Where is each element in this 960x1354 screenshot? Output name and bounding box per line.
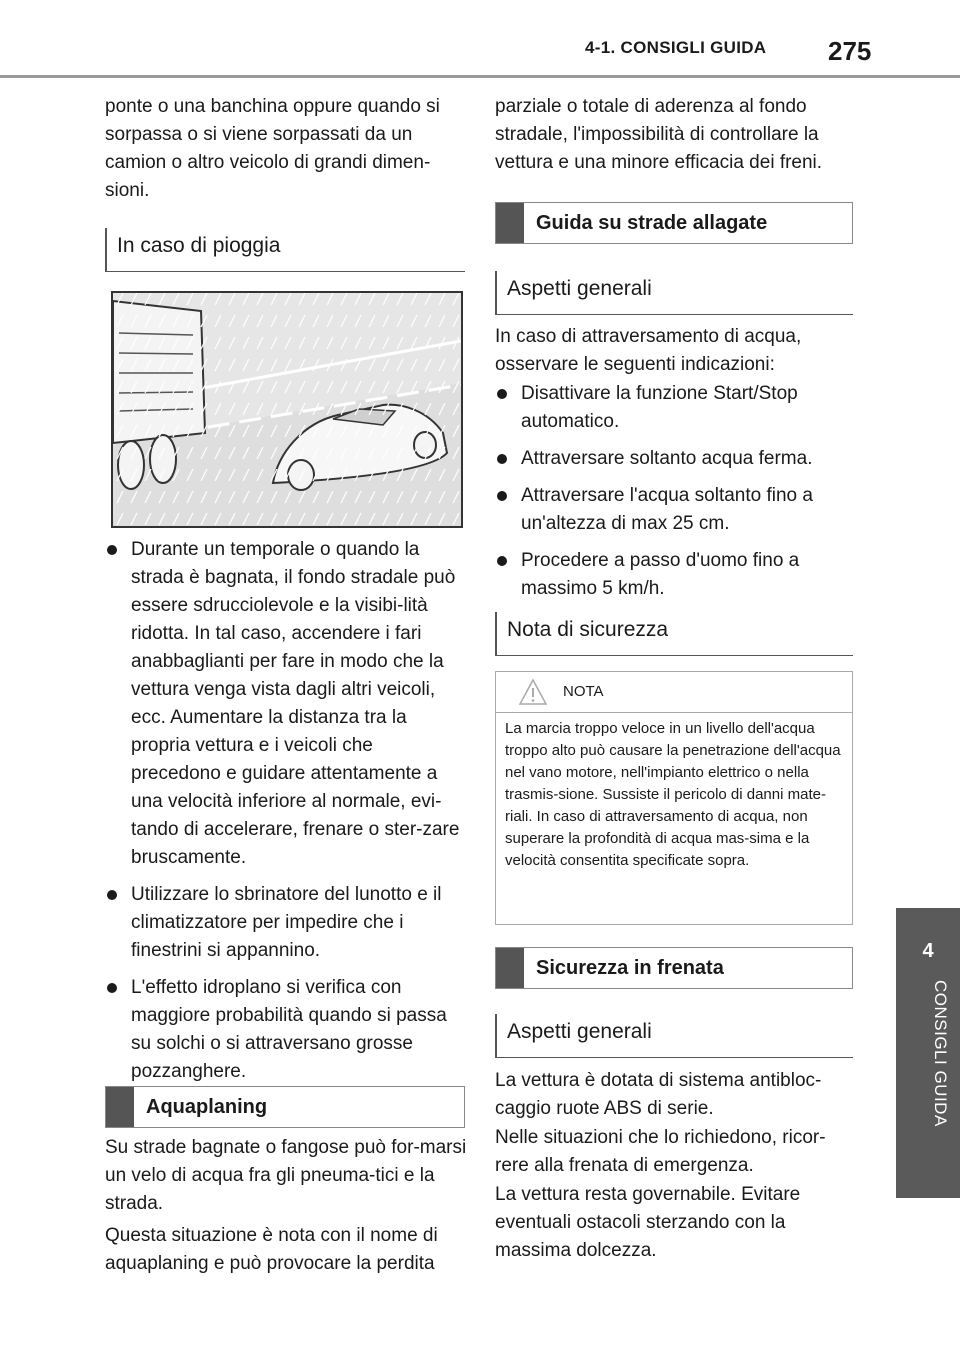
continuation-paragraph: parziale o totale di aderenza al fondo stradale, l'impossibilità di controllare la vettura e una minore efficacia dei freni. bbox=[495, 96, 823, 173]
note-text: La marcia troppo veloce in un livello dell'acqua troppo alto può causare la penetrazione dell'acqua nel vano motore, nell'impianto elettrico o nella trasmis-sione. Sussiste il pericolo di danni mate-riali. In caso di attraversamento di acqua, non superare la profondità di acqua mas-sima e la velocità consentita specificate sopra. bbox=[505, 720, 841, 869]
aquaplaning-paragraph-1: Su strade bagnate o fangose può for-marsi un velo di acqua fra gli pneuma-tici e la strada. bbox=[105, 1137, 467, 1214]
section-title: 4-1. CONSIGLI GUIDA bbox=[585, 38, 767, 57]
list-item: Attraversare soltanto acqua ferma. bbox=[495, 445, 853, 473]
bullet-icon bbox=[497, 454, 507, 464]
safety-heading-text: Nota di sicurezza bbox=[507, 618, 669, 641]
heading-bar bbox=[106, 1087, 134, 1127]
bullet-icon bbox=[107, 983, 117, 993]
note-header bbox=[496, 672, 852, 713]
intro-paragraph: ponte o una banchina oppure quando si sorpassa o si viene sorpassati da un camion o altro veicolo di grandi dimen-sioni. bbox=[105, 96, 440, 201]
brake-paragraph-2: Nelle situazioni che lo richiedono, ricor-rere alla frenata di emergenza. bbox=[495, 1127, 826, 1176]
bullet-icon bbox=[497, 556, 507, 566]
aquaplaning-heading bbox=[105, 1086, 465, 1128]
flood-bullet-list bbox=[495, 380, 853, 612]
general-heading-text: Aspetti generali bbox=[507, 277, 652, 300]
chapter-number: 4 bbox=[922, 940, 934, 962]
heading-bar bbox=[496, 948, 524, 988]
brake-paragraph-1: La vettura è dotata di sistema antibloc-caggio ruote ABS di serie. bbox=[495, 1070, 822, 1119]
list-item: Utilizzare lo sbrinatore del lunotto e il climatizzatore per impedire che i finestrini si appannino. bbox=[105, 881, 467, 965]
general-heading-2-text: Aspetti generali bbox=[507, 1020, 652, 1043]
bullet-icon bbox=[497, 389, 507, 399]
chapter-label: CONSIGLI GUIDA bbox=[931, 980, 950, 1127]
bullet-icon bbox=[107, 545, 117, 555]
header-rule bbox=[0, 75, 960, 78]
flood-heading-text: Guida su strade allagate bbox=[536, 212, 768, 234]
brake-heading-text: Sicurezza in frenata bbox=[536, 957, 724, 979]
heading-bar bbox=[496, 203, 524, 243]
brake-paragraph-3: La vettura resta governabile. Evitare eventuali ostacoli sterzando con la massima dolcezza. bbox=[495, 1184, 801, 1261]
list-item: Attraversare l'acqua soltanto fino a un'altezza di max 25 cm. bbox=[495, 482, 853, 538]
list-item: Durante un temporale o quando la strada è bagnata, il fondo stradale può essere sdrucciolevole e la visibi-lità ridotta. In tal caso, accendere i fari anabbaglianti per fare in modo che la vettura venga vista dagli altri veicoli, ecc. Aumentare la distanza tra la propria vettura e i veicoli che precedono e guidare attentamente a una velocità inferiore al normale, evi-tando di accelerare, frenare o ster-zare bruscamente. bbox=[105, 536, 467, 872]
general-heading bbox=[495, 271, 853, 315]
rain-heading-text: In caso di pioggia bbox=[117, 234, 281, 257]
warning-triangle-icon bbox=[518, 678, 548, 706]
note-box bbox=[495, 671, 853, 925]
aquaplaning-paragraph-2: Questa situazione è nota con il nome di aquaplaning e può provocare la perdita bbox=[105, 1225, 438, 1274]
flood-intro: In caso di attraversamento di acqua, osservare le seguenti indicazioni: bbox=[495, 326, 802, 375]
rain-heading bbox=[105, 228, 465, 272]
bullet-icon bbox=[107, 890, 117, 900]
aquaplaning-heading-text: Aquaplaning bbox=[146, 1096, 268, 1118]
list-item: L'effetto idroplano si verifica con maggiore probabilità quando si passa su solchi o si attraversano grosse pozzanghere. bbox=[105, 974, 467, 1086]
list-item: Disattivare la funzione Start/Stop automatico. bbox=[495, 380, 853, 436]
rain-illustration bbox=[111, 291, 463, 528]
flood-heading bbox=[495, 202, 853, 244]
list-item: Procedere a passo d'uomo fino a massimo 5 km/h. bbox=[495, 547, 853, 603]
general-heading-2 bbox=[495, 1014, 853, 1058]
note-title: NOTA bbox=[563, 683, 604, 700]
bullet-icon bbox=[497, 491, 507, 501]
brake-heading bbox=[495, 947, 853, 989]
rain-truck-car-icon bbox=[113, 293, 461, 526]
safety-heading bbox=[495, 612, 853, 656]
page-number: 275 bbox=[828, 36, 872, 66]
rain-bullet-list bbox=[105, 536, 467, 1095]
